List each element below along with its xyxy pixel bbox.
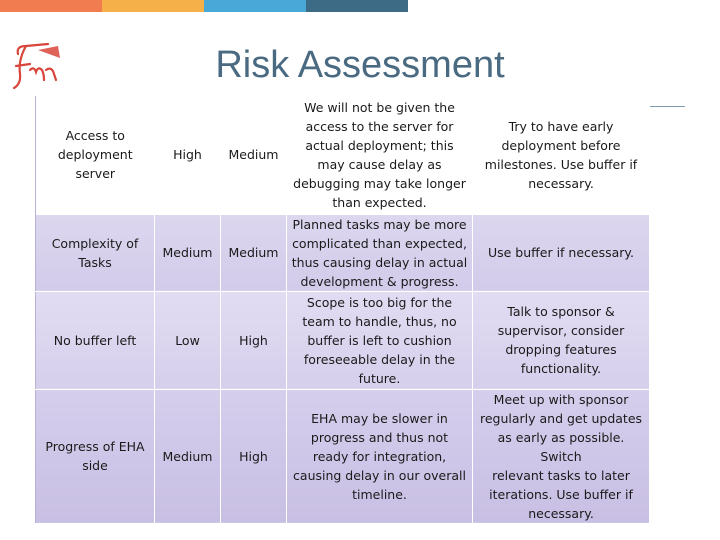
- description-text: Scope is too big for the team to handle, thus, no buffer is left to cushion foreseeable delay in the future.: [302, 294, 457, 386]
- mitigation-cell: [473, 214, 650, 291]
- mitigation-text: Talk to sponsor & supervisor, consider dropping features functionality.: [497, 304, 625, 376]
- title-rule: [648, 106, 685, 107]
- likelihood-text: Medium: [228, 245, 279, 260]
- impact-cell: [155, 214, 221, 291]
- mitigation-text: Try to have early deployment before milestones. Use buffer if necessary.: [484, 118, 638, 191]
- table-row: [36, 291, 650, 389]
- likelihood-cell: [221, 96, 287, 214]
- risk-text: Progress of EHA side: [45, 439, 145, 473]
- likelihood-cell: [221, 214, 287, 291]
- risk-text: Complexity of Tasks: [51, 235, 139, 270]
- impact-text: High: [173, 147, 202, 163]
- description-cell: [287, 291, 473, 389]
- risk-text: No buffer left: [53, 332, 137, 348]
- description-text: EHA may be slower in progress and thus not ready for integration, causing delay in our overall timeline.: [293, 410, 466, 502]
- description-cell: [287, 389, 473, 523]
- top-bar-slate: [306, 0, 408, 12]
- table-row: [36, 96, 650, 214]
- risk-table: [35, 96, 650, 524]
- description-text: We will not be given the access to the server for actual deployment; this may cause delay as debugging may take longer than expected.: [293, 99, 466, 210]
- impact-text: Low: [175, 332, 200, 348]
- top-bar-orange: [0, 0, 102, 12]
- description-text: Planned tasks may be more complicated than expected, thus causing delay in actual development & progress.: [291, 216, 468, 289]
- description-cell: [287, 96, 473, 214]
- mitigation-text: Meet up with sponsor regularly and get updates as early as possible. Switch relevant tasks to later iterations. Use buffer if necessary.: [479, 391, 643, 521]
- risk-cell: [36, 291, 155, 389]
- impact-cell: [155, 389, 221, 523]
- top-color-bar: [0, 0, 408, 12]
- mitigation-cell: [473, 96, 650, 214]
- top-bar-yellow: [102, 0, 204, 12]
- impact-text: Medium: [162, 245, 213, 260]
- impact-cell: [155, 291, 221, 389]
- mitigation-text: Use buffer if necessary.: [487, 245, 635, 260]
- likelihood-text: Medium: [228, 147, 279, 163]
- table-row: [36, 389, 650, 523]
- likelihood-text: High: [239, 332, 268, 348]
- mitigation-cell: [473, 291, 650, 389]
- likelihood-text: High: [239, 448, 268, 464]
- risk-cell: [36, 389, 155, 523]
- risk-text: Access to deployment server: [57, 128, 133, 182]
- description-cell: [287, 214, 473, 291]
- likelihood-cell: [221, 291, 287, 389]
- impact-text: Medium: [162, 448, 213, 464]
- likelihood-cell: [221, 389, 287, 523]
- top-bar-blue: [204, 0, 306, 12]
- impact-cell: [155, 96, 221, 214]
- table-row: [36, 214, 650, 291]
- risk-cell: [36, 96, 155, 214]
- mitigation-cell: [473, 389, 650, 523]
- page-title: Risk Assessment: [215, 44, 505, 86]
- risk-cell: [36, 214, 155, 291]
